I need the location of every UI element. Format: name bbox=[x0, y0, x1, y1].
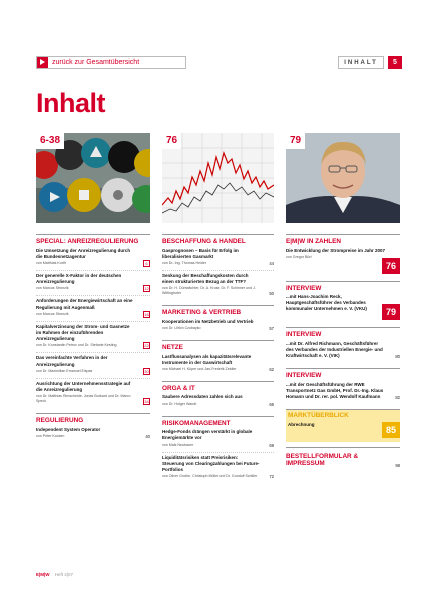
section-heading: INTERVIEW bbox=[286, 284, 322, 292]
section-heading: ORGA & IT bbox=[162, 384, 195, 392]
entry-page: 62 bbox=[269, 366, 274, 372]
entry-page: 72 bbox=[269, 474, 274, 480]
entry-title: Abrechnung bbox=[288, 421, 315, 427]
entry-page: 40 bbox=[145, 433, 150, 439]
section-heading: MARKETING & VERTRIEB bbox=[162, 309, 242, 317]
toc-entry[interactable] bbox=[36, 425, 150, 443]
section-heading: BESTELLFORMULAR & IMPRESSUM bbox=[286, 452, 359, 468]
toc-entry[interactable] bbox=[162, 453, 274, 484]
section-heading: RISIKOMANAGEMENT bbox=[162, 419, 231, 427]
entry-author: von Dr. Matthias Rimscheide, Jonas Burkard und Dr. Marco Speck bbox=[36, 394, 131, 404]
toc-entry[interactable] bbox=[288, 420, 400, 440]
toc-section-handel bbox=[162, 234, 274, 300]
entry-title: Gasprognosen – Basis für Erfolg im liberalisierten Gasmarkt bbox=[162, 247, 239, 259]
toc-entry[interactable] bbox=[162, 246, 274, 271]
entry-page: 44 bbox=[269, 260, 274, 266]
toc-entry[interactable] bbox=[36, 246, 150, 271]
section-heading: INTERVIEW bbox=[286, 331, 322, 338]
entry-author: von Dr. H. Dürrwächter, Dr. A. Kruse, Dr. F. Schinner und J. Wittinghofer bbox=[162, 286, 256, 296]
section-heading: REGULIERUNG bbox=[36, 417, 84, 425]
section-heading: INTERVIEW bbox=[286, 372, 322, 380]
toc-section-regulierung bbox=[36, 413, 150, 443]
entry-page: 22 bbox=[144, 343, 149, 349]
toc-entry[interactable] bbox=[162, 271, 274, 300]
entry-title: Ausrichtung der Unternehmensstrategie auf die Anreizregulierung bbox=[36, 380, 131, 392]
entry-author: von Gregor Bürt bbox=[286, 254, 312, 259]
entry-page: 80 bbox=[395, 354, 400, 360]
entry-title: Senkung der Beschaffungskosten durch einen strukturierten Bezug an der TTF? bbox=[162, 272, 249, 285]
section-heading: MARKTÜBERBLICK bbox=[288, 412, 349, 420]
toc-section-marketing bbox=[162, 305, 274, 335]
toc-section-risiko bbox=[162, 416, 274, 484]
toc-entry[interactable] bbox=[162, 317, 274, 335]
issue-label: Heft 4|07 bbox=[54, 572, 73, 577]
entry-page: 69 bbox=[269, 442, 274, 448]
toc-section-interview-1 bbox=[286, 281, 400, 323]
toc-entry[interactable] bbox=[286, 246, 400, 276]
entry-page: 6 bbox=[143, 260, 150, 267]
entry-title: Saubere Adressdaten zahlen sich aus bbox=[162, 394, 243, 400]
page-title: Inhalt bbox=[36, 88, 105, 118]
entry-author: von Dr. Ulrich Czubayko bbox=[162, 326, 201, 331]
entry-title: Die Umsetzung der Anreizregulierung durch die Bundesnetzagentur bbox=[36, 247, 131, 259]
toc-entry[interactable] bbox=[286, 451, 400, 472]
toc-section-bestellformular bbox=[286, 447, 400, 472]
entry-title: Der generelle X-Faktor in der deutschen Anreizregulierung bbox=[36, 272, 122, 285]
entry-title: Hedge-Fonds drängen verstärkt in globale Energiemärkte vor bbox=[162, 429, 253, 441]
entry-title: Independent System Operator bbox=[36, 426, 101, 432]
entry-title: Das vereinfachte Verfahren in der Anreizregulierung bbox=[36, 355, 108, 367]
brand-logo: E|M|W bbox=[36, 572, 50, 577]
entry-title: ...mit der Geschäftsführung der RWE Transportnetz Gas GmbH, Prof. Dr.-Ing. Klaus Homann und Dr. rer. pol. Wendolf Kaufmann bbox=[286, 381, 384, 400]
buttons-photo[interactable] bbox=[36, 133, 150, 223]
section-heading: SPECIAL: ANREIZREGULIERUNG bbox=[36, 238, 139, 245]
toc-entry[interactable] bbox=[36, 379, 150, 408]
chart-photo[interactable] bbox=[162, 133, 274, 223]
entry-title: Lastflussanalysen als kapazitätsrelevante Instrumente in der Gaswirtschaft bbox=[162, 353, 252, 365]
toc-entry[interactable] bbox=[36, 296, 150, 321]
entry-author: von Michael H. Küper und Jan-Frederik Zeidler bbox=[162, 366, 237, 371]
entry-page: 66 bbox=[269, 401, 274, 407]
entry-title: ...mit Dr. Alfred Richmann, Geschäftsführer des Verbandes der Industriellen Energie- und Kraftwirtschaft e. V. (VIK) bbox=[286, 340, 383, 358]
entry-page: 12 bbox=[144, 286, 149, 292]
entry-title: Anforderungen der Energiewirtschaft an eine Regulierung mit Augenmaß bbox=[36, 298, 133, 310]
entry-page: 30 bbox=[144, 368, 149, 374]
entry-author: von Dr. Konstantin Petrov und Dr. Stefanie Kesting bbox=[36, 343, 117, 348]
entry-author: von Matthias Kurth bbox=[36, 260, 66, 265]
entry-page: 57 bbox=[269, 326, 274, 332]
section-heading: E|M|W IN ZAHLEN bbox=[286, 238, 342, 245]
entry-page: 34 bbox=[144, 399, 149, 405]
entry-page-box: 85 bbox=[382, 422, 400, 438]
toc-entry[interactable] bbox=[162, 392, 274, 410]
section-heading: BESCHAFFUNG & HANDEL bbox=[162, 238, 246, 245]
toc-section-markt bbox=[286, 409, 400, 442]
entry-title: Kapitalverzinsung der Strom- und Gasnetze im Rahmen der einzuführenden Anreizregulierung bbox=[36, 323, 130, 342]
arrow-right-icon bbox=[37, 57, 48, 68]
entry-author: von Peter Kocken bbox=[36, 433, 65, 438]
toc-section-netze bbox=[162, 340, 274, 376]
section-heading: NETZE bbox=[162, 344, 183, 352]
entry-title: Die Entwicklung der Strompreise im Jahr 2007 bbox=[286, 247, 386, 253]
toc-section-interview-3 bbox=[286, 368, 400, 404]
toc-entry[interactable] bbox=[36, 322, 150, 354]
entry-title: Kooperationen im Netzbetrieb und Vertrieb bbox=[162, 318, 254, 324]
toc-entry[interactable] bbox=[286, 292, 400, 322]
toc-entry[interactable] bbox=[36, 271, 150, 296]
entry-author: von Dr. Maximilian Emanuel Elspas bbox=[36, 368, 93, 373]
entry-page: 50 bbox=[269, 291, 274, 297]
back-link-label: zurück zur Gesamtübersicht bbox=[52, 59, 140, 66]
entry-author: von Maik Neubauer bbox=[162, 442, 194, 447]
photo-badge: 76 bbox=[162, 133, 181, 149]
toc-entry[interactable] bbox=[162, 427, 274, 452]
portrait-photo[interactable] bbox=[286, 133, 400, 223]
toc-section-zahlen bbox=[286, 234, 400, 276]
toc-section-anreizregulierung bbox=[36, 234, 150, 408]
entry-title: ...mit Hans-Joachim Reck, Hauptgeschäftsführer des Verbandes kommunaler Unternehmen e. V. (VKU) bbox=[286, 294, 367, 312]
entry-page: 16 bbox=[144, 311, 149, 317]
entry-page: 98 bbox=[395, 462, 400, 468]
toc-entry[interactable] bbox=[286, 339, 400, 364]
photo-badge: 79 bbox=[286, 133, 305, 149]
toc-section-interview-2 bbox=[286, 327, 400, 363]
entry-page-box: 79 bbox=[382, 304, 400, 320]
entry-author: von Marcus Stronzik bbox=[36, 286, 69, 291]
toc-entry[interactable] bbox=[162, 352, 274, 376]
toc-column-1 bbox=[36, 234, 150, 448]
toc-column-3 bbox=[286, 234, 400, 477]
page-footer bbox=[36, 572, 73, 577]
photo-badge: 6-38 bbox=[36, 133, 64, 149]
toc-entry[interactable] bbox=[36, 353, 150, 378]
entry-page: 82 bbox=[395, 395, 400, 401]
entry-author: von Dr.-Ing. Thomas Heider bbox=[162, 260, 207, 265]
entry-page-box: 76 bbox=[382, 258, 400, 274]
entry-author: von Dr. Holger Wandt bbox=[162, 401, 197, 406]
toc-column-2 bbox=[162, 234, 274, 488]
toc-entry[interactable] bbox=[286, 380, 400, 405]
entry-author: von Marcus Stronzik bbox=[36, 311, 69, 316]
toc-section-orga bbox=[162, 381, 274, 411]
entry-title: Liquiditätsrisiken statt Preisrisiken: Steuerung von Clearingzahlungen bei Future-Portfolios bbox=[162, 454, 260, 472]
section-tag: INHALT bbox=[338, 56, 384, 69]
back-to-overview-link[interactable] bbox=[36, 56, 186, 69]
entry-author: von Oliver Grothe, Christoph Müller und Dr. Gundolf Schiller bbox=[162, 474, 258, 479]
page-number: 5 bbox=[388, 56, 402, 69]
